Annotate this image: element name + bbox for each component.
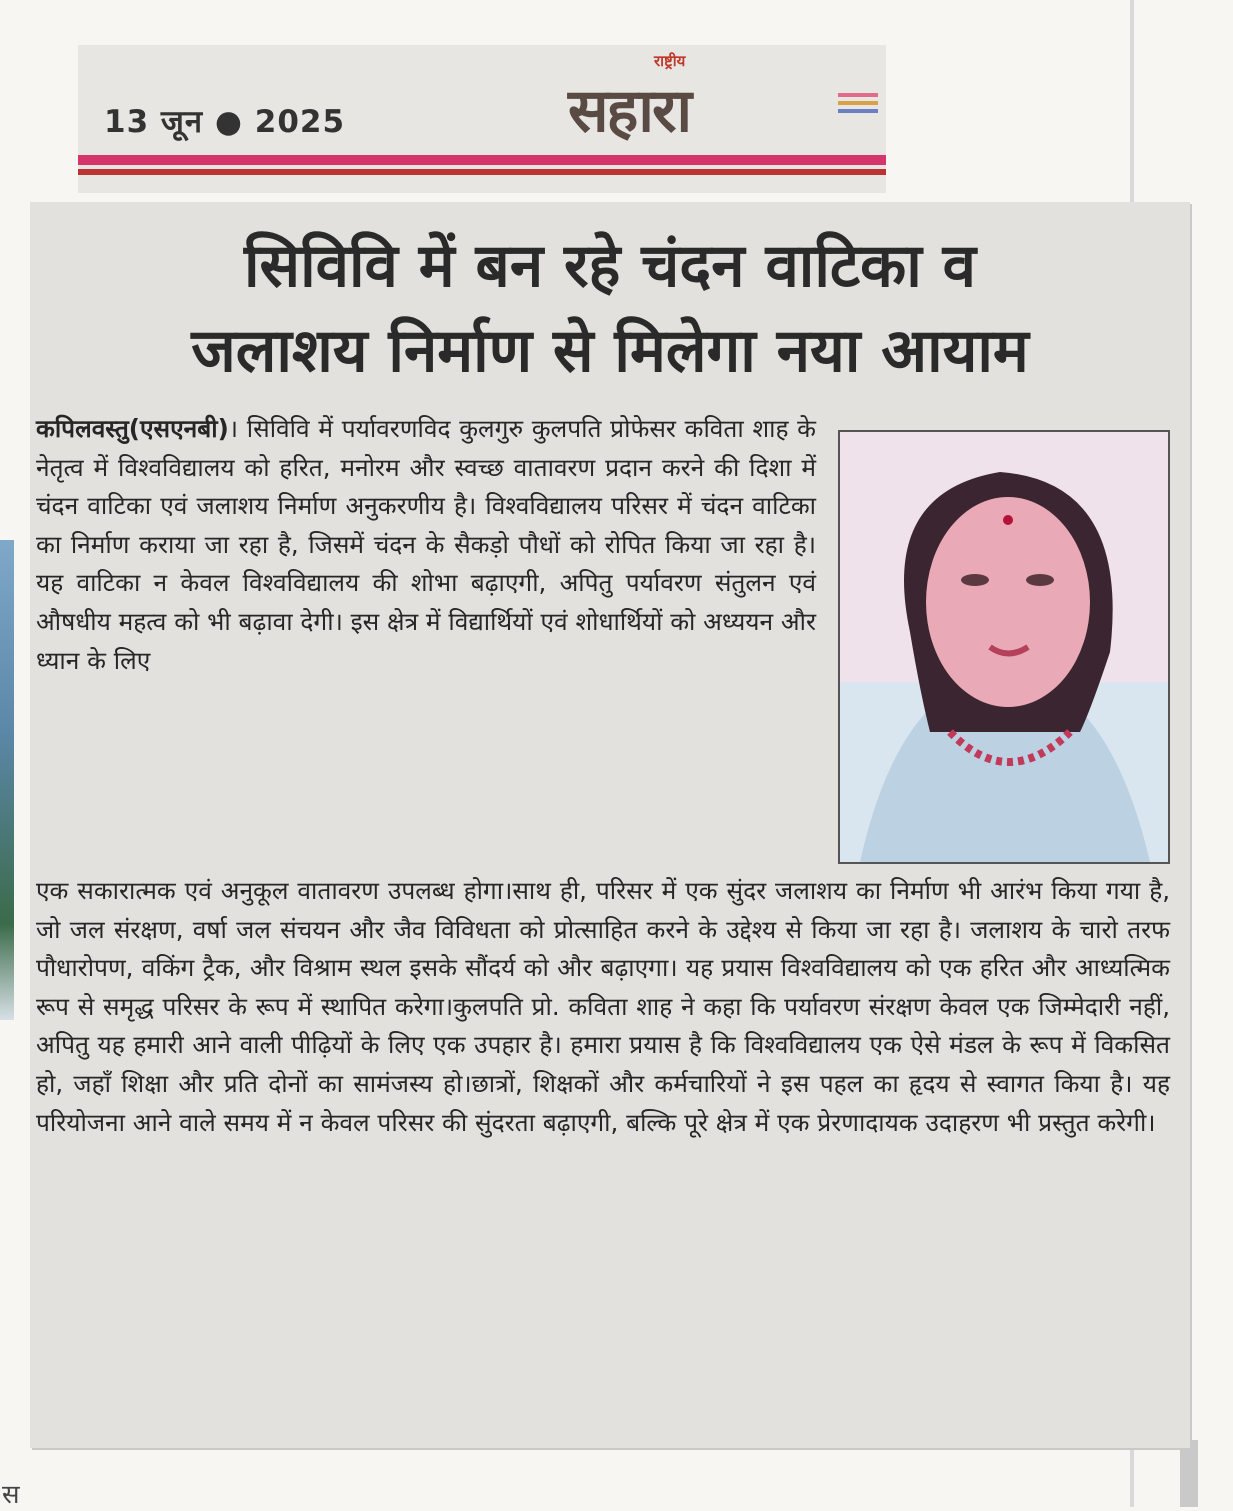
page-edge-shadow (1180, 1440, 1198, 1507)
masthead-rule-secondary (78, 169, 886, 175)
portrait-illustration (840, 432, 1168, 862)
dateline: कपिलवस्तु(एसएनबी) (36, 414, 229, 443)
publication-date: 13 जून ● 2025 (104, 104, 346, 140)
headline-line-1: सिविवि में बन रहे चंदन वाटिका व (244, 231, 976, 301)
newspaper-logo: सहारा (568, 76, 691, 146)
lead-paragraph: । सिविवि में पर्यावरणविद कुलगुरु कुलपति प्रोफेसर कविता शाह के नेतृत्व में विश्वविद्यालय को हरित, मनोरम और स्वच्छ वातावरण प्रदान करने की दिशा में चंदन वाटिका एवं जलाशय निर्माण अनुकरणीय है। विश्वविद्यालय परिसर में चंदन वाटिका का निर्माण कराया जा रहा है, जिसमें चंदन के सैकड़ो पौधों को रोपित किया जा रहा है। यह वाटिका न केवल विश्वविद्यालय की शोभा बढ़ाएगी, अपितु पर्यावरण संतुलन एवं औषधीय महत्व को भी बढ़ावा देगी। इस क्षेत्र में विद्यार्थियों एवं शोधार्थियों को अध्ययन और ध्यान के लिए (36, 414, 816, 675)
brand-prefix: राष्ट्रीय (654, 52, 686, 70)
logo-stripes-icon (838, 93, 878, 117)
portrait-photo (838, 430, 1170, 864)
article-clipping (30, 202, 1190, 1448)
headline-line-2: जलाशय निर्माण से मिलेगा नया आयाम (191, 316, 1029, 386)
adjacent-text-fragment: स (2, 1480, 20, 1510)
masthead-rule (78, 155, 886, 165)
newspaper-masthead (78, 45, 886, 193)
article-body: एक सकारात्मक एवं अनुकूल वातावरण उपलब्ध होगा।साथ ही, परिसर में एक सुंदर जलाशय का निर्माण भी आरंभ किया गया है, जो जल संरक्षण, वर्षा जल संचयन और जैव विविधता को प्रोत्साहित करने के उद्देश्य से किया जा रहा है। जलाशय के चारो तरफ पौधारोपण, वकिंग ट्रैक, और विश्राम स्थल इसके सौंदर्य को और बढ़ाएगा। यह प्रयास विश्वविद्यालय को एक हरित और आध्यत्मिक रूप से समृद्ध परिसर के रूप में स्थापित करेगा।कुलपति प्रो. कविता शाह ने कहा कि पर्यावरण संरक्षण केवल एक जिम्मेदारी नहीं, अपितु यह हमारी आने वाली पीढ़ियों के लिए एक उपहार है। हमारा प्रयास है कि विश्वविद्यालय एक ऐसे मंडल के रूप में विकसित हो, जहाँ शिक्षा और प्रति दोनों का सामंजस्य हो।छात्रों, शिक्षकों और कर्मचारियों ने इस पहल का हृदय से स्वागत किया है। यह परियोजना आने वाले समय में न केवल परिसर की सुंदरता बढ़ाएगी, बल्कि पूरे क्षेत्र में एक प्रेरणादायक उदाहरण भी प्रस्तुत करेगी। (36, 876, 1170, 1137)
adjacent-photo-strip (0, 540, 14, 1020)
article-lead (36, 410, 816, 680)
